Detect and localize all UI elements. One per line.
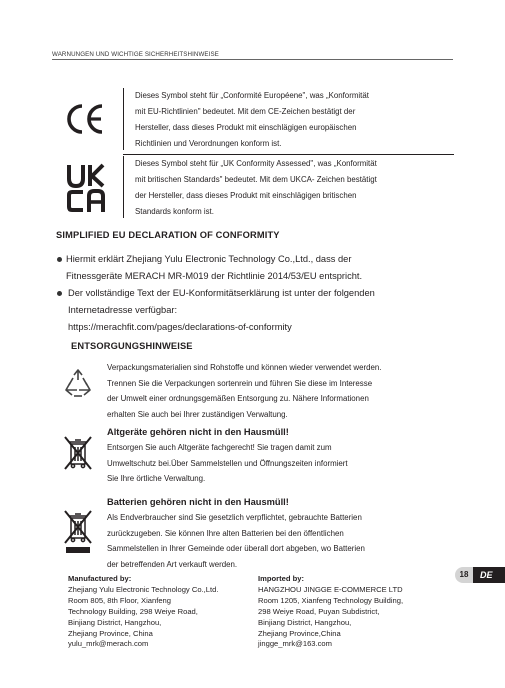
bullet-dot-icon xyxy=(57,257,62,262)
section-header: WARNUNGEN UND WICHTIGE SICHERHEITSHINWEISE xyxy=(52,51,219,58)
manufacturer-line: Zhejiang Province, China xyxy=(68,628,153,638)
packaging-text xyxy=(107,360,381,422)
batteries-heading: Batterien gehören nicht in den Hausmüll! xyxy=(107,497,289,507)
batteries-text xyxy=(107,495,365,572)
manufacturer-line: Zhejiang Yulu Electronic Technology Co.,Ltd. xyxy=(68,584,219,594)
header-divider xyxy=(52,59,453,60)
page-number: 18 xyxy=(455,567,473,583)
batteries-line: der betreffenden Art verkauft werden. xyxy=(107,559,238,569)
old-devices-block xyxy=(60,425,460,487)
packaging-line: Trennen Sie die Verpackungen sortenrein und führen Sie diese im Interesse xyxy=(107,378,373,388)
packaging-disposal-block xyxy=(60,360,460,422)
eu-declaration-title: SIMPLIFIED EU DECLARATION OF CONFORMITY xyxy=(56,230,280,240)
batteries-block xyxy=(60,495,460,575)
packaging-line: der Umwelt einer ordnungsgemäßen Entsorgung zu. Nähere Informationen xyxy=(107,394,369,404)
ce-line: Hersteller, dass dieses Produkt mit einschlägigen europäischen xyxy=(135,122,357,132)
importer-email: jingge_mrk@163.com xyxy=(258,639,332,649)
declaration-line: Hiermit erklärt Zhejiang Yulu Electronic Technology Co.,Ltd., dass der xyxy=(66,254,352,264)
old-devices-text xyxy=(107,425,348,487)
manufacturer-line: Binjiang District, Hangzhou, xyxy=(68,617,162,627)
ukca-divider xyxy=(123,156,124,218)
ukca-mark-icon xyxy=(52,156,123,218)
ukca-line: Dieses Symbol steht für „UK Conformity Assessed", was „Konformität xyxy=(135,159,377,168)
ukca-description xyxy=(135,156,454,220)
batteries-line: Als Endverbraucher sind Sie gesetzlich verpflichtet, gebrauchte Batterien xyxy=(107,513,362,522)
manufacturer-line: Room 805, 8th Floor, Xianfeng xyxy=(68,595,172,605)
ce-line: mit EU-Richtlinien" bedeutet. Mit dem CE-Zeichen bestätigt der xyxy=(135,106,356,116)
importer-address xyxy=(258,574,403,650)
ukca-line: Standards konform ist. xyxy=(135,206,214,216)
old-devices-line: Entsorgen Sie auch Altgeräte fachgerecht! Sie tragen damit zum xyxy=(107,443,332,452)
crossed-bin-icon xyxy=(63,435,93,478)
packaging-line: erhalten Sie auch bei Ihrer zuständigen Verwaltung. xyxy=(107,409,288,419)
ce-symbol-row xyxy=(52,88,454,150)
old-devices-line: Umweltschutz bei.Über Sammelstellen und Öffnungszeiten informiert xyxy=(107,458,348,468)
importer-heading: Imported by: xyxy=(258,574,304,583)
ukca-symbol-row xyxy=(52,156,454,218)
declaration-line: Internetadresse verfügbar: xyxy=(68,304,178,315)
ce-mark-icon xyxy=(52,88,123,150)
importer-line: Zhejiang Province,China xyxy=(258,628,341,638)
disposal-title: ENTSORGUNGSHINWEISE xyxy=(71,341,193,351)
ukca-line: mit britischen Standards" bedeutet. Mit dem UKCA- Zeichen bestätigt xyxy=(135,174,377,184)
declaration-url: https://merachfit.com/pages/declarations-of-conformity xyxy=(68,321,292,332)
declaration-url-bullet xyxy=(57,285,375,335)
importer-line: HANGZHOU JINGGE E-COMMERCE LTD xyxy=(258,584,403,594)
crossed-bin-battery-icon xyxy=(63,509,93,560)
importer-line: Room 1205, Xianfeng Technology Building, xyxy=(258,595,404,605)
packaging-line: Verpackungsmaterialien sind Rohstoffe und können wieder verwendet werden. xyxy=(107,363,382,372)
manufacturer-email: yulu_mrk@merach.com xyxy=(68,639,149,649)
importer-line: 298 Weiye Road, Puyan Subdistrict, xyxy=(258,606,380,616)
ce-divider xyxy=(123,88,124,150)
manufacturer-heading: Manufactured by: xyxy=(68,574,132,583)
importer-line: Binjiang District, Hangzhou, xyxy=(258,617,352,627)
old-devices-line: Sie Ihre örtliche Verwaltung. xyxy=(107,474,206,484)
ce-description xyxy=(135,88,454,152)
page-tab xyxy=(455,567,505,583)
batteries-line: zurückzugeben. Sie können Ihre alten Batterien bei den öffentlichen xyxy=(107,528,344,538)
ce-line: Dieses Symbol steht für „Conformité Européene", was „Konformität xyxy=(135,91,369,100)
recycling-icon xyxy=(62,368,94,405)
old-devices-heading: Altgeräte gehören nicht in den Hausmüll! xyxy=(107,427,289,437)
declaration-line: Fitnessgeräte MERACH MR-M019 der Richtlinie 2014/53/EU entspricht. xyxy=(66,270,363,281)
ce-line: Richtlinien und Verordnungen konform ist. xyxy=(135,138,282,148)
manufacturer-address xyxy=(68,574,218,650)
ukca-line: der Hersteller, dass dieses Produkt mit einschlägigen britischen xyxy=(135,190,357,200)
batteries-line: Sammelstellen in Ihrer Gemeinde oder überall dort abgeben, wo Batterien xyxy=(107,544,365,554)
declaration-bullet xyxy=(57,251,363,285)
ukca-top-rule xyxy=(123,154,454,155)
declaration-line: Der vollständige Text der EU-Konformitätserklärung ist unter der folgenden xyxy=(68,288,375,298)
language-tag: DE xyxy=(473,567,505,583)
manufacturer-line: Technology Building, 298 Weiye Road, xyxy=(68,606,198,616)
bullet-dot-icon xyxy=(57,291,62,296)
